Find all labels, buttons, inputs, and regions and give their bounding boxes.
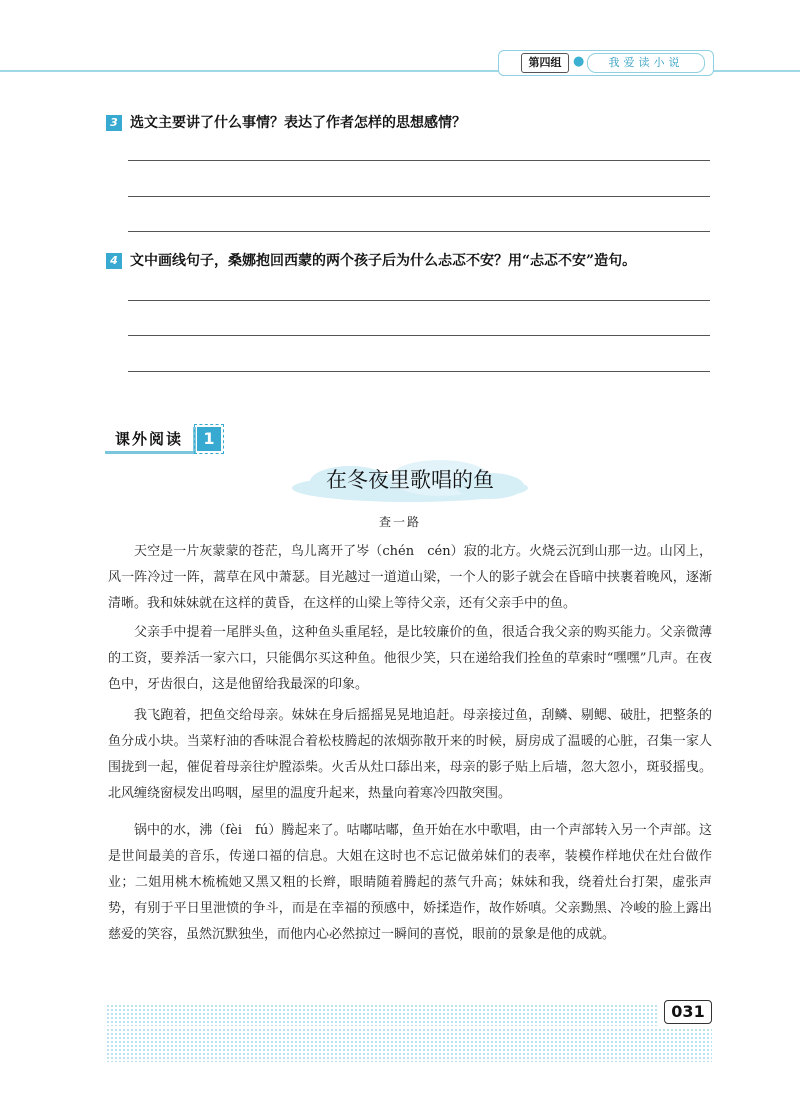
group-label: 第四组 <box>521 53 569 73</box>
question-text: 选文主要讲了什么事情？表达了作者怎样的思想感情？ <box>130 115 466 131</box>
article-author: 查一路 <box>378 515 421 529</box>
page-header-badge <box>498 50 714 76</box>
page-number: 031 <box>664 1000 712 1024</box>
answer-line[interactable] <box>128 371 710 372</box>
question-number-badge: 3 <box>106 115 122 131</box>
section-tag <box>105 427 225 453</box>
section-label: 课外阅读 <box>105 427 196 454</box>
answer-line[interactable] <box>128 335 710 336</box>
paragraph: 天空是一片灰蒙蒙的苍茫，鸟儿离开了岑（chén cén）寂的北方。火烧云沉到山那一边。山冈上，风一阵冷过一阵，蒿草在风中萧瑟。目光越过一道道山梁，一个人的影子就会在昏暗中挟裹着晚风，逐渐清晰。我和妹妹就在这样的黄昏，在这样的山梁上等待父亲，还有父亲手中的鱼。 <box>108 544 712 611</box>
question-4 <box>106 250 636 270</box>
question-3 <box>106 112 466 132</box>
unit-title: 我爱读小说 <box>587 53 705 73</box>
question-number-badge: 4 <box>106 253 122 269</box>
answer-line[interactable] <box>128 196 710 197</box>
answer-line[interactable] <box>128 160 710 161</box>
footer-dot-pattern <box>106 1004 658 1026</box>
paragraph: 锅中的水，沸（fèi fú）腾起来了。咕嘟咕嘟，鱼开始在水中歌唱，由一个声部转入另一个声部。这是世间最美的音乐，传递口福的信息。大姐在这时也不忘记做弟妹们的表率，装模作样地伏在灶台做作业；二姐用桃木梳梳她又黑又粗的长辫，眼睛随着腾起的蒸气升高；妹妹和我，绕着灶台打架，虚张声势，有别于平日里泄愤的争斗，而是在幸福的预感中，娇揉造作，故作娇嗔。父亲黝黑、冷峻的脸上露出慈爱的笑容，虽然沉默独坐，而他内心必然掠过一瞬间的喜悦，眼前的景象是他的成就。 <box>108 823 712 942</box>
paragraph: 父亲手中提着一尾胖头鱼，这种鱼头重尾轻，是比较廉价的鱼，很适合我父亲的购买能力。父亲微薄的工资，要养活一家六口，只能偶尔买这种鱼。他很少笑，只在递给我们拴鱼的草索时“嘿嘿”几声。在夜色中，牙齿很白，这是他留给我最深的印象。 <box>108 625 712 692</box>
section-number: 1 <box>197 427 221 451</box>
question-text: 文中画线句子，桑娜抱回西蒙的两个孩子后为什么忐忑不安？用“忐忑不安”造句。 <box>130 253 637 269</box>
dot-icon: ● <box>573 54 585 69</box>
footer-dot-pattern <box>106 1028 712 1062</box>
answer-line[interactable] <box>128 300 710 301</box>
article-title: 在冬夜里歌唱的鱼 <box>326 468 494 492</box>
answer-line[interactable] <box>128 231 710 232</box>
paragraph: 我飞跑着，把鱼交给母亲。妹妹在身后摇摇晃晃地追赶。母亲接过鱼，刮鳞、剔鳃、破肚，把整条的鱼分成小块。当菜籽油的香味混合着松枝腾起的浓烟弥散开来的时候，厨房成了温暖的心脏，召集一家人围拢到一起，催促着母亲往炉膛添柴。火舌从灶口舔出来，母亲的影子贴上后墙，忽大忽小，斑驳摇曳。北风缠绕窗棂发出呜咽，屋里的温度升起来，热量向着寒冷四散突围。 <box>108 708 712 801</box>
